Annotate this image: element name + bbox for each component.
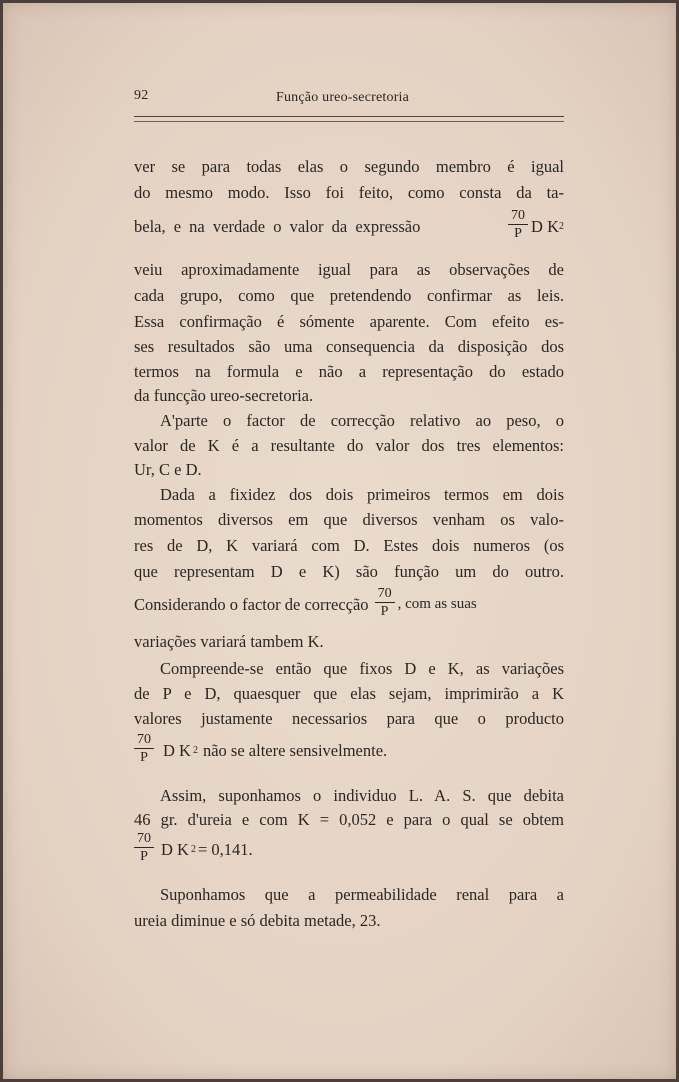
text-segment: não se altere sensivelmente. [202, 740, 388, 760]
fraction-denominator: P [380, 604, 389, 619]
formula [505, 210, 564, 243]
header-rule-bottom [134, 121, 564, 122]
formula-line [134, 588, 564, 621]
text-line: termos na formula e não a representação do estado [134, 362, 564, 381]
text-line: variações variará tambem K. [134, 632, 324, 651]
page-number: 92 [134, 88, 149, 103]
fraction [508, 208, 528, 241]
superscript: 2 [190, 844, 196, 855]
text-segment: bela, e na verdade o valor da expressão [134, 216, 421, 236]
fraction-denominator: P [140, 849, 148, 864]
text-segment: = 0,141. [197, 839, 253, 859]
fraction-numerator: 70 [375, 586, 395, 603]
text-line: ver se para todas elas o segundo membro é igual [134, 157, 564, 176]
header-rule-top [134, 116, 564, 117]
text-line: do mesmo modo. Isso foi feito, como consta da ta- [134, 183, 564, 202]
text-line: que representam D e K) são função um do outro. [134, 562, 564, 581]
superscript: 2 [192, 745, 198, 756]
formula-line [134, 734, 564, 767]
fraction-numerator: 70 [508, 208, 528, 225]
fraction [134, 732, 154, 765]
fraction [134, 831, 154, 864]
text-line: ses resultados são uma consequencia da disposição dos [134, 337, 564, 356]
formula-line [134, 210, 564, 243]
text-line: ureia diminue e só debita metade, 23. [134, 911, 381, 930]
text-line: valores justamente necessarios para que o producto [134, 709, 564, 728]
superscript: 2 [559, 221, 564, 232]
fraction-numerator: 70 [134, 732, 154, 749]
text-line: de P e D, quaesquer que elas sejam, imprimirão a K [134, 684, 564, 703]
text-line: A'parte o factor de correcção relativo ao peso, o [160, 411, 564, 430]
text-line: res de D, K variará com D. Estes dois numeros (os [134, 536, 564, 555]
fraction [375, 586, 395, 619]
text-segment: Considerando o factor de correcção [134, 594, 369, 614]
text-segment: , com as suas [397, 596, 477, 612]
formula-dk: D K [163, 740, 191, 760]
formula-line [134, 833, 564, 866]
formula-dk: D K [531, 216, 559, 236]
text-line: Compreende-se então que fixos D e K, as variações [160, 659, 564, 678]
fraction-denominator: P [514, 226, 522, 241]
text-line: Suponhamos que a permeabilidade renal para a [160, 885, 564, 904]
text-line: 46 gr. d'ureia e com K = 0,052 e para o qual se obtem [134, 810, 564, 829]
text-line: momentos diversos em que diversos venham os valo- [134, 510, 564, 529]
text-line: Ur, C e D. [134, 460, 202, 479]
fraction-denominator: P [140, 750, 148, 765]
formula-dk: D K [161, 839, 189, 859]
text-line: Dada a fixidez dos dois primeiros termos em dois [160, 485, 564, 504]
text-line: Essa confirmação é sómente aparente. Com efeito es- [134, 312, 564, 331]
text-line: cada grupo, como que pretendendo confirmar as leis. [134, 286, 564, 305]
text-line: Assim, suponhamos o individuo L. A. S. que debita [160, 786, 564, 805]
text-line: valor de K é a resultante do valor dos tres elementos: [134, 436, 564, 455]
text-line: da funcção ureo-secretoria. [134, 386, 314, 405]
text-line: veiu aproximadamente igual para as observações de [134, 260, 564, 279]
running-title: Função ureo-secretoria [276, 90, 410, 105]
running-head [134, 88, 566, 110]
fraction-numerator: 70 [134, 831, 154, 848]
